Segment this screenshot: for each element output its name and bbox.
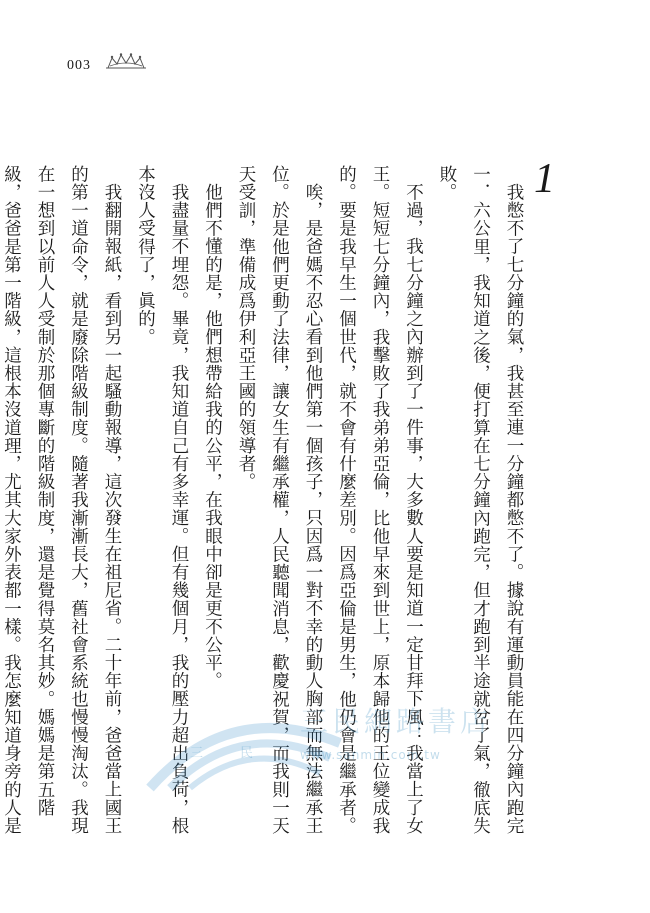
watermark-url: www.sanmin.com.tw — [300, 748, 441, 762]
paragraph: 不過，我七分鐘之內辦到了一件事，大多數人要是知道一定甘拜下風：我當上了女王。短短七分鐘內，我擊敗了我弟弟亞倫，比他早來到世上，原本歸他的王位變成我的。要是我早生一個世代，就不會有什麼差別。因爲亞倫是男生，他仍會是繼承者。 — [336, 165, 424, 835]
page-number: 003 — [67, 58, 91, 73]
watermark-text: 三民網路書店 — [300, 705, 493, 738]
paragraph: 我翻開報紙，看到另一起騷動報導，這次發生在祖尼省。二十年前，爸爸當上國王的第一道命令，就是廢除階級制度。隨著我漸漸長大，舊社會系統也慢慢淘汰。我現在一想到以前人人受制於那個專斷的階級制度，還是覺得莫名其妙。媽媽是第五階級，爸爸是第一階級，這根本沒道理，尤其大家外表都一樣。我怎麼知道身旁的人是 — [1, 165, 122, 835]
paragraph: 他們不懂的是，他們想帶給我的公平，在我眼中卻是更不公平。 — [202, 182, 223, 690]
watermark-small-text: 三 — [190, 746, 204, 761]
crown-icon — [104, 52, 148, 70]
paragraph: 我盡量不埋怨。畢竟，我知道自己有多幸運。但有幾個月，我的壓力超出負荷，根本沒人受得了，眞的。 — [135, 165, 189, 835]
paragraph: 我憋不了七分鐘的氣，我甚至連一分鐘都憋不了。據說有運動員能在四分鐘內跑完一．六公里，我知道之後，便打算在七分鐘內跑完，但才跑到半途就岔了氣，徹底失敗。 — [437, 165, 524, 835]
watermark-small-text: 民 — [240, 746, 254, 761]
paragraph: 唉，是爸媽不忍心看到他們第一個孩子，只因爲一對不幸的動人胸部而無法繼承王位。於是他們更動了法律，讓女生有繼承權，人民聽聞消息，歡慶祝賀，而我則一天天受訓，準備成爲伊利亞王國的領導者。 — [236, 165, 323, 835]
chapter-number: 1 — [534, 156, 555, 202]
body-text — [0, 165, 530, 845]
